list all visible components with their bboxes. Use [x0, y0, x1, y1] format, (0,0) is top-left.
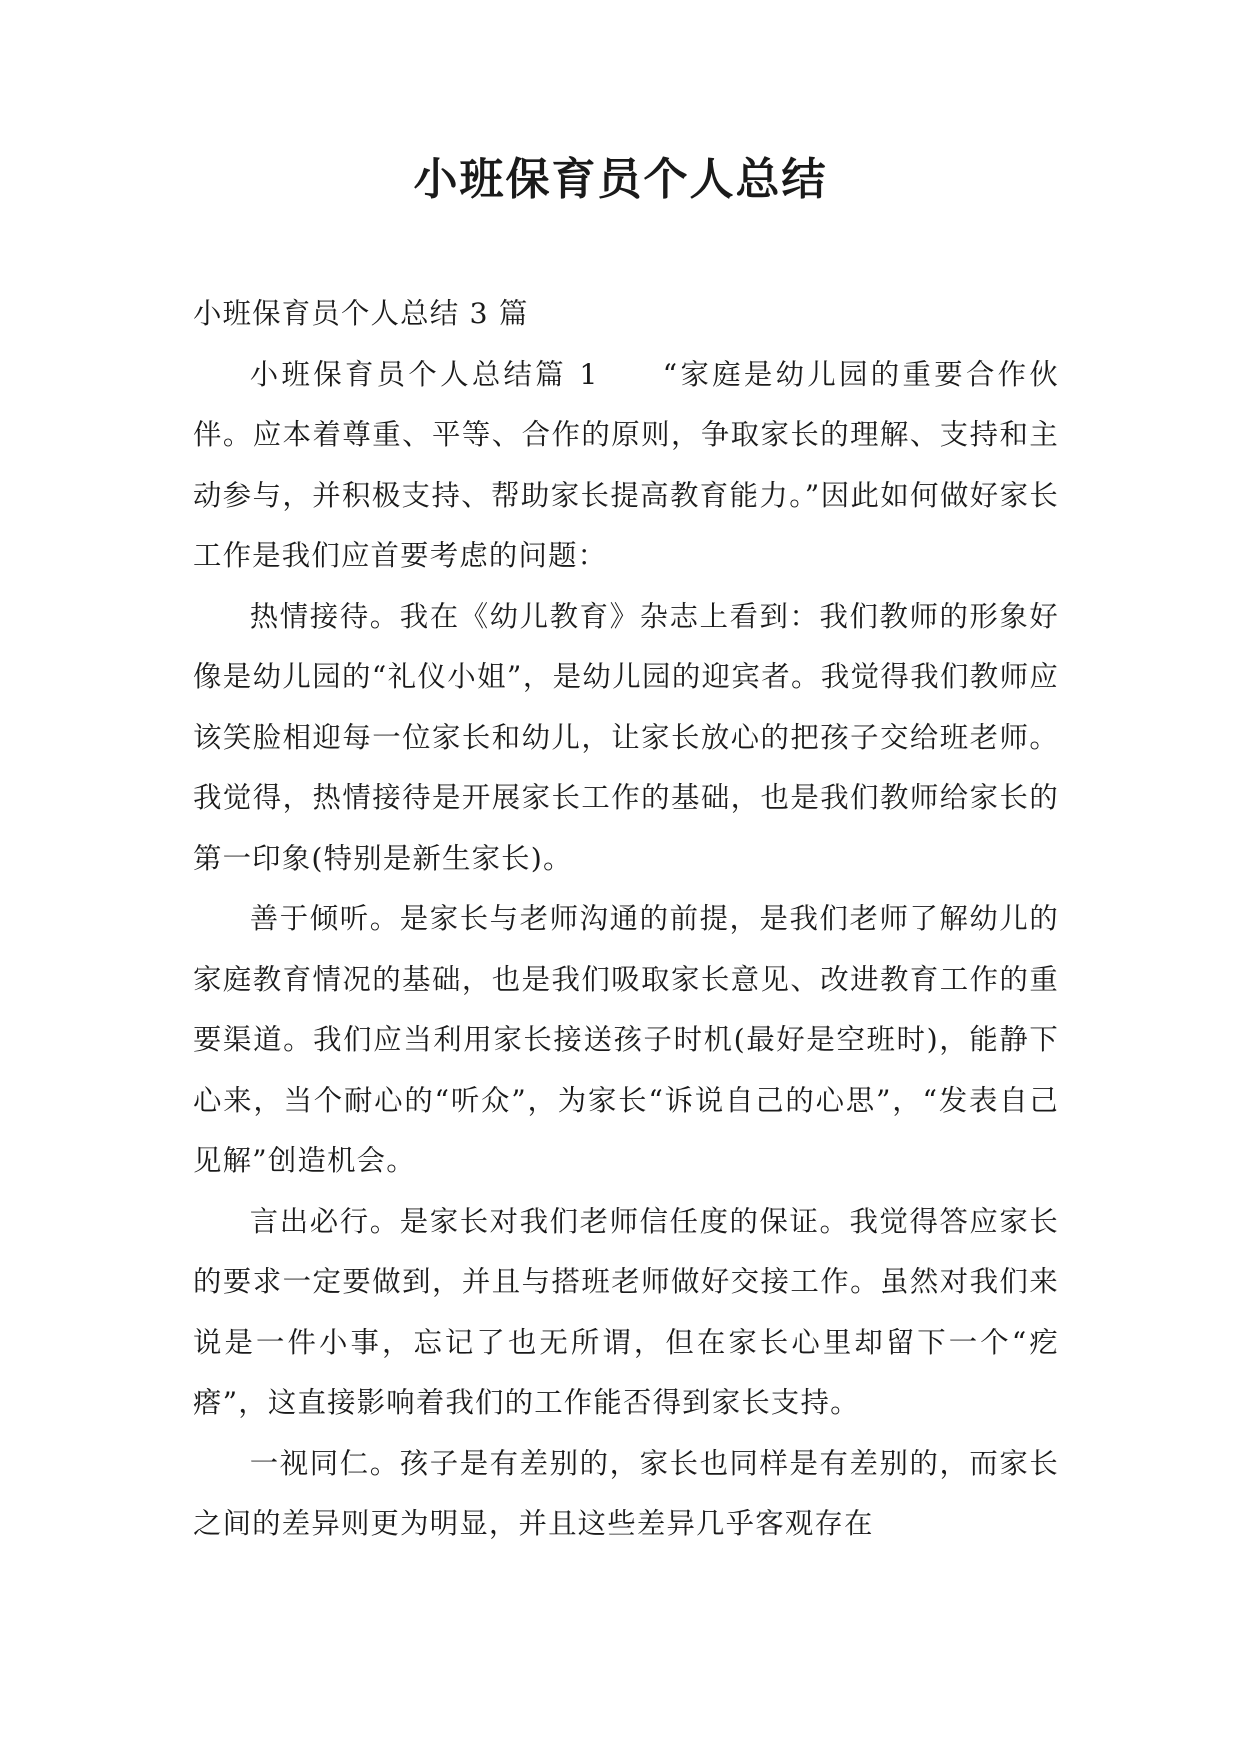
- paragraph-5: 一视同仁。孩子是有差别的，家长也同样是有差别的，而家长之间的差异则更为明显，并且这些差异几乎客观存在: [193, 1446, 1059, 1540]
- document-title: 小班保育员个人总结: [413, 154, 828, 205]
- paragraph-2: 热情接待。我在《幼儿教育》杂志上看到：我们教师的形象好像是幼儿园的“礼仪小姐”，是幼儿园的迎宾者。我觉得我们教师应该笑脸相迎每一位家长和幼儿，让家长放心的把孩子交给班老师。我觉得，热情接待是开展家长工作的基础，也是我们教师给家长的第一印象(特别是新生家长)。: [193, 599, 1059, 875]
- document-body: [193, 284, 1059, 1555]
- paragraph-4: 言出必行。是家长对我们老师信任度的保证。我觉得答应家长的要求一定要做到，并且与搭班老师做好交接工作。虽然对我们来说是一件小事，忘记了也无所谓，但在家长心里却留下一个“疙瘩”，这直接影响着我们的工作能否得到家长支持。: [193, 1204, 1059, 1419]
- paragraph-1: [193, 345, 1059, 587]
- section-label: 小班保育员个人总结篇 1: [249, 357, 599, 391]
- document-subtitle: 小班保育员个人总结 3 篇: [193, 297, 529, 330]
- paragraph-1-text: “家庭是幼儿园的重要合作伙伴。应本着尊重、平等、合作的原则，争取家长的理解、支持和主动参与，并积极支持、帮助家长提高教育能力。”因此如何做好家长工作是我们应首要考虑的问题：: [193, 357, 1059, 572]
- paragraph-3: 善于倾听。是家长与老师沟通的前提，是我们老师了解幼儿的家庭教育情况的基础，也是我们吸取家长意见、改进教育工作的重要渠道。我们应当利用家长接送孩子时机(最好是空班时)，能静下心来，当个耐心的“听众”，为家长“诉说自己的心思”，“发表自己见解”创造机会。: [193, 902, 1059, 1177]
